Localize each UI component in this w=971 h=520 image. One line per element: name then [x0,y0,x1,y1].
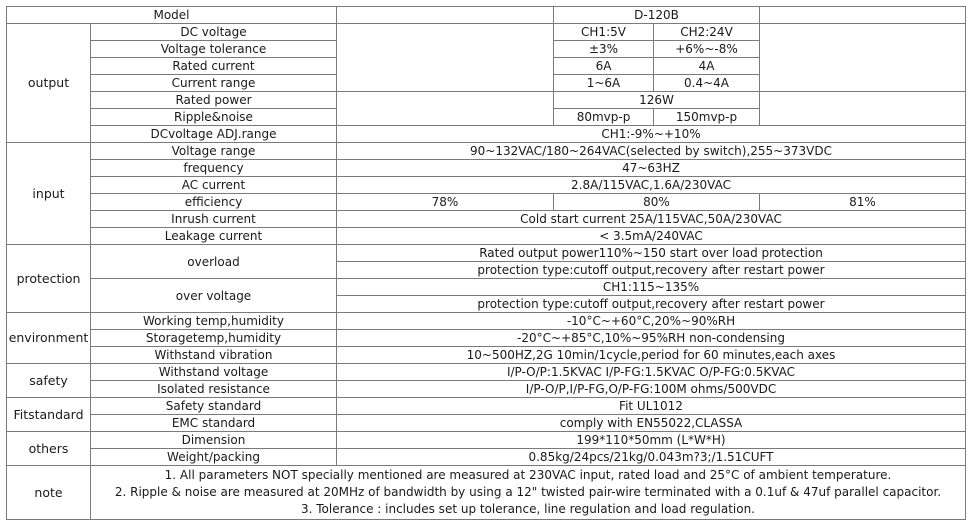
cell-value: 80% [554,194,760,211]
row-label: Leakage current [91,228,337,245]
section-protection: protection [7,245,91,313]
row-label: EMC standard [91,415,337,432]
cell-value: 78% [337,194,554,211]
cell-value: CH1:-9%~+10% [337,126,966,143]
row-label: over voltage [91,279,337,313]
cell-value: +6%~-8% [654,41,760,58]
row-label: Withstand vibration [91,347,337,364]
row-label: DCvoltage ADJ.range [91,126,337,143]
row-label: Withstand voltage [91,364,337,381]
cell-value: protection type:cutoff output,recovery after restart power [337,262,966,279]
cell-value: 0.85kg/24pcs/21kg/0.043m?3;/1.51CUFT [337,449,966,466]
cell-value: -10°C~+60°C,20%~90%RH [337,313,966,330]
section-input: input [7,143,91,245]
row-label: Ripple&noise [91,109,337,126]
table-row [7,194,966,211]
cell-value: Cold start current 25A/115VAC,50A/230VAC [337,211,966,228]
table-row [7,143,966,160]
section-note: note [7,466,91,520]
table-row [7,279,966,296]
note-text [91,466,966,520]
table-row [7,211,966,228]
table-row [7,177,966,194]
spec-table [6,6,966,520]
table-row [7,313,966,330]
cell-value: Fit UL1012 [337,398,966,415]
cell-value: 126W [554,92,760,109]
row-label: Dimension [91,432,337,449]
cell-value: 199*110*50mm (L*W*H) [337,432,966,449]
table-row [7,381,966,398]
cell-value: 80mvp-p [554,109,654,126]
note-line-3: 3. Tolerance : includes set up tolerance, line regulation and load regulation. [300,502,755,516]
table-row [7,347,966,364]
table-row [7,330,966,347]
section-output: output [7,24,91,143]
table-row [7,432,966,449]
cell-value: I/P-O/P,I/P-FG,O/P-FG:100M ohms/500VDC [337,381,966,398]
row-label: Safety standard [91,398,337,415]
cell-value: 1~6A [554,75,654,92]
cell-value: CH1:5V [554,24,654,41]
cell-value: -20°C~+85°C,10%~95%RH non-condensing [337,330,966,347]
cell-value: 4A [654,58,760,75]
cell-value: 10~500HZ,2G 10min/1cycle,period for 60 minutes,each axes [337,347,966,364]
cell-value: 150mvp-p [654,109,760,126]
row-label: AC current [91,177,337,194]
model-label: Model [7,7,337,24]
table-row [7,364,966,381]
row-label: Storagetemp,humidity [91,330,337,347]
row-label: Working temp,humidity [91,313,337,330]
row-label: Rated current [91,58,337,75]
table-row [7,415,966,432]
note-line-2: 2. Ripple & noise are measured at 20MHz of bandwidth by using a 12" twisted pair-wire terminated with a 0.1uf & 47uf parallel capacitor. [114,485,942,499]
row-label: Weight/packing [91,449,337,466]
cell-value: 81% [760,194,966,211]
cell-value: 2.8A/115VAC,1.6A/230VAC [337,177,966,194]
row-label: Voltage range [91,143,337,160]
table-row [7,466,966,520]
model-row [7,7,966,24]
model-value: D-120B [554,7,760,24]
row-label: Inrush current [91,211,337,228]
row-label: Rated power [91,92,337,109]
section-others: others [7,432,91,466]
cell-value: Rated output power110%~150 start over load protection [337,245,966,262]
cell-value: 47~63HZ [337,160,966,177]
table-row [7,398,966,415]
row-label: Isolated resistance [91,381,337,398]
section-fitstandard: Fitstandard [7,398,91,432]
row-label: frequency [91,160,337,177]
cell-value: I/P-O/P:1.5KVAC I/P-FG:1.5KVAC O/P-FG:0.5KVAC [337,364,966,381]
note-line-1: 1. All parameters NOT specially mentioned are measured at 230VAC input, rated load and 25°C of ambient temperature. [164,468,892,482]
table-row [7,228,966,245]
cell-value: 90~132VAC/180~264VAC(selected by switch),255~373VDC [337,143,966,160]
row-label: Voltage tolerance [91,41,337,58]
cell-value: CH1:115~135% [337,279,966,296]
row-label: Current range [91,75,337,92]
cell-value: comply with EN55022,CLASSA [337,415,966,432]
cell-value: 6A [554,58,654,75]
cell-value: ±3% [554,41,654,58]
cell-value: 0.4~4A [654,75,760,92]
row-label: overload [91,245,337,279]
table-row [7,126,966,143]
section-environment: environment [7,313,91,364]
cell-value: < 3.5mA/240VAC [337,228,966,245]
table-row [7,160,966,177]
cell-value: protection type:cutoff output,recovery after restart power [337,296,966,313]
table-row [7,92,966,109]
table-row [7,449,966,466]
section-safety: safety [7,364,91,398]
row-label: efficiency [91,194,337,211]
cell-value: CH2:24V [654,24,760,41]
table-row [7,24,966,41]
table-row [7,245,966,262]
row-label: DC voltage [91,24,337,41]
